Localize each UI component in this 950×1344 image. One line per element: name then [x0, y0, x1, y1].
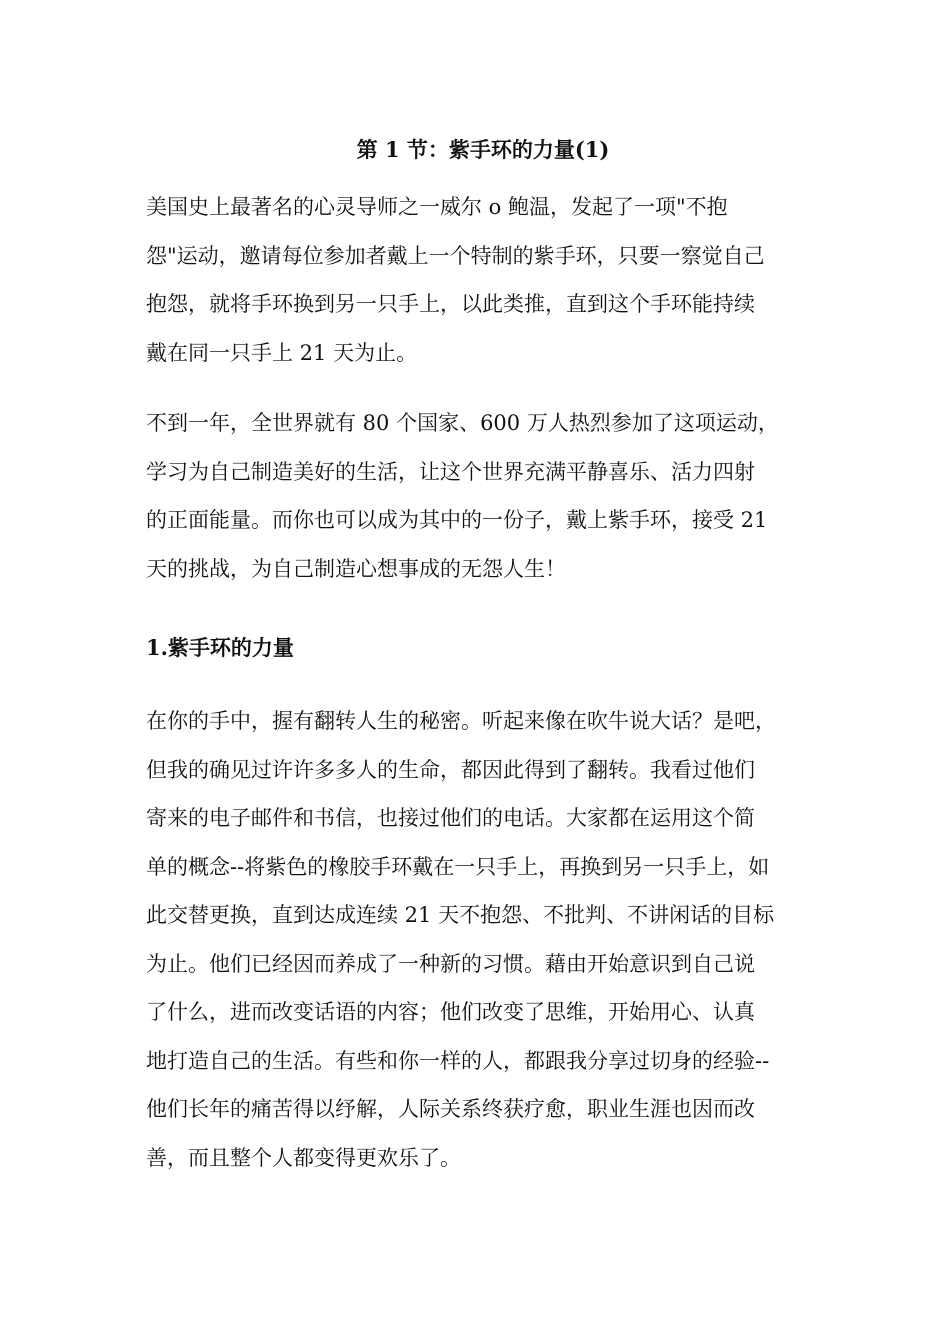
text-line: 美国史上最著名的心灵导师之一威尔 o 鲍温，发起了一项"不抱 — [146, 195, 728, 219]
text-line: 不到一年，全世界就有 80 个国家、600 万人热烈参加了这项运动， — [146, 411, 779, 435]
text-line: 学习为自己制造美好的生活，让这个世界充满平静喜乐、活力四射 — [146, 459, 755, 484]
text-line: 抱怨，就将手环换到另一只手上，以此类推，直到这个手环能持续 — [146, 292, 755, 316]
text-line: 天的挑战，为自己制造心想事成的无怨人生！ — [146, 556, 566, 581]
text-line: 戴在同一只手上 21 天为止。 — [146, 340, 418, 365]
text-line: 的正面能量。而你也可以成为其中的一份子，戴上紫手环，接受 21 — [146, 508, 768, 532]
section-title: 第 1 节：紫手环的力量(1) — [356, 137, 610, 162]
text-line: 地打造自己的生活。有些和你一样的人，都跟我分享过切身的经验-- — [146, 1048, 770, 1073]
paragraph-movement — [146, 399, 816, 593]
text-line: 在你的手中，握有翻转人生的秘密。听起来像在吹牛说大话？是吧， — [146, 709, 776, 733]
text-line: 但我的确见过许许多多人的生命，都因此得到了翻转。我看过他们 — [146, 757, 755, 782]
text-line: 怨"运动，邀请每位参加者戴上一个特制的紫手环，只要一察觉自己 — [146, 243, 765, 268]
section-heading: 1.紫手环的力量 — [146, 635, 294, 660]
text-line: 善，而且整个人都变得更欢乐了。 — [146, 1145, 461, 1170]
text-line: 了什么，进而改变话语的内容；他们改变了思维，开始用心、认真 — [146, 1000, 755, 1024]
text-line: 寄来的电子邮件和书信，也接过他们的电话。大家都在运用这个简 — [146, 806, 755, 830]
text-line: 单的概念--将紫色的橡胶手环戴在一只手上，再换到另一只手上，如 — [146, 854, 770, 879]
paragraph-power — [146, 697, 816, 1182]
text-line: 为止。他们已经因而养成了一种新的习惯。藉由开始意识到自己说 — [146, 951, 755, 976]
text-line: 此交替更换，直到达成连续 21 天不抱怨、不批判、不讲闲话的目标 — [146, 903, 775, 927]
paragraph-intro — [146, 183, 816, 377]
text-line: 他们长年的痛苦得以纾解，人际关系终获疗愈，职业生涯也因而改 — [146, 1097, 755, 1121]
